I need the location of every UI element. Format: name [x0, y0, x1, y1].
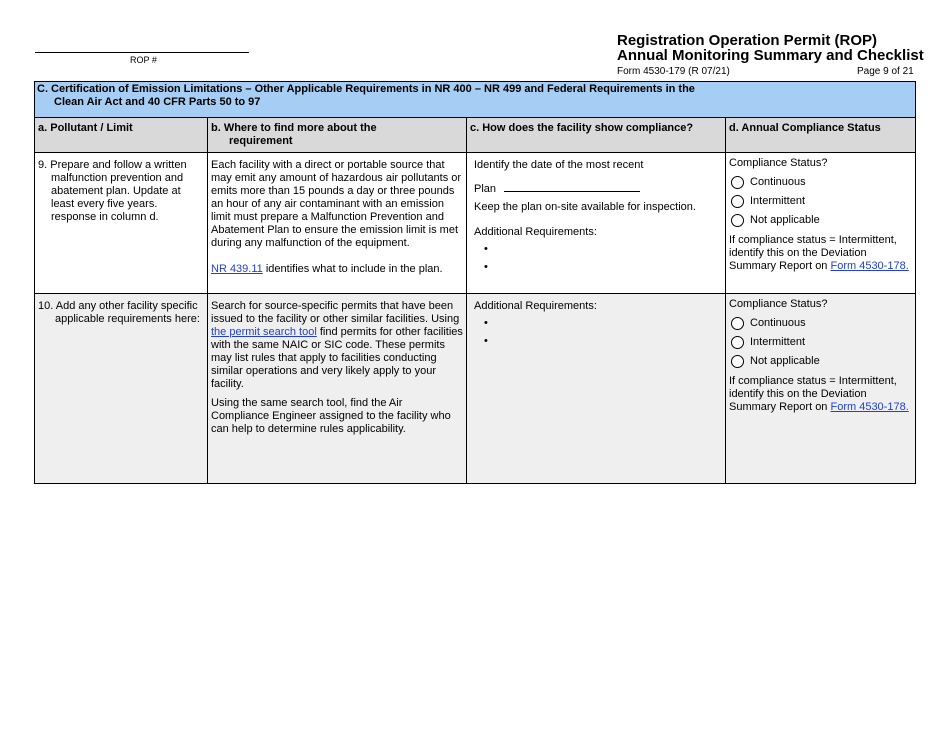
radio-circle-icon[interactable] — [731, 214, 744, 227]
column-header-row — [35, 118, 916, 153]
deviation-note-text: If compliance status = Intermittent, identify this on the Deviation Summary Report on — [729, 234, 897, 272]
section-title — [35, 82, 916, 118]
radio-not-applicable[interactable] — [729, 352, 913, 371]
column-header-pollutant: a. Pollutant / Limit — [35, 118, 208, 153]
radio-label: Continuous — [750, 317, 806, 329]
additional-requirement-bullet[interactable]: • — [484, 243, 488, 255]
radio-intermittent[interactable] — [729, 192, 913, 211]
form-4530-178-link[interactable]: Form 4530-178. — [830, 260, 909, 272]
plan-date-line[interactable] — [504, 184, 640, 192]
form-4530-178-link[interactable]: Form 4530-178. — [830, 401, 909, 413]
radio-continuous[interactable] — [729, 173, 913, 192]
column-header-status: d. Annual Compliance Status — [726, 118, 916, 153]
radio-not-applicable[interactable] — [729, 211, 913, 230]
radio-label: Intermittent — [750, 195, 806, 207]
where-paragraph-2-rest: identifies what to include in the plan. — [262, 263, 443, 275]
radio-circle-icon[interactable] — [731, 195, 744, 208]
deviation-note — [729, 234, 913, 273]
status-cell — [726, 153, 916, 294]
where-paragraph-2 — [211, 263, 463, 276]
rop-number-label: ROP # — [130, 55, 157, 65]
nr-439-11-link[interactable]: NR 439.11 — [211, 263, 263, 275]
compliance-instruction: Identify the date of the most recent — [474, 159, 644, 171]
where-paragraph-2: Using the same search tool, find the Air Compliance Engineer assigned to the facility who can help to determine rules applicability. — [211, 397, 451, 435]
compliance-keep-plan: Keep the plan on-site available for inspection. — [474, 201, 696, 213]
column-header-where — [208, 118, 467, 153]
section-title-line2: Clean Air Act and 40 CFR Parts 50 to 97 — [54, 96, 261, 108]
where-paragraph — [211, 300, 463, 391]
pollutant-text: 10. Add any other facility specific applicable requirements here: — [38, 300, 200, 325]
radio-circle-icon[interactable] — [731, 355, 744, 368]
column-header-where-line1: b. Where to find more about the — [211, 122, 377, 134]
rop-number-line[interactable] — [35, 52, 249, 53]
radio-circle-icon[interactable] — [731, 336, 744, 349]
section-title-line1: C. Certification of Emission Limitations – Other Applicable Requirements in NR 400 – NR 499 and Federal Requirements in the — [37, 83, 695, 95]
permit-search-tool-link[interactable]: the permit search tool — [211, 326, 317, 338]
additional-requirements-label: Additional Requirements: — [474, 226, 597, 238]
additional-requirement-bullet[interactable]: • — [484, 317, 488, 329]
compliance-cell — [467, 153, 726, 294]
pollutant-cell — [35, 294, 208, 484]
page-number: Page 9 of 21 — [857, 66, 914, 77]
column-header-compliance: c. How does the facility show compliance? — [467, 118, 726, 153]
additional-requirement-bullet[interactable]: • — [484, 261, 488, 273]
where-paragraph: Each facility with a direct or portable source that may emit any amount of hazardous air pollutants or emits more than 15 pounds a day or three pounds an hour of any air contaminant with an emission limit must prepare a Malfunction Prevention and Abatement Plan to ensure the emission limit is met during any malfunction of the equipment. — [211, 159, 462, 249]
radio-continuous[interactable] — [729, 314, 913, 333]
table-row — [35, 294, 916, 484]
additional-requirements-label: Additional Requirements: — [474, 300, 597, 312]
radio-label: Not applicable — [750, 355, 820, 367]
status-cell — [726, 294, 916, 484]
where-cell — [208, 153, 467, 294]
deviation-note — [729, 375, 913, 414]
where-cell — [208, 294, 467, 484]
radio-circle-icon[interactable] — [731, 317, 744, 330]
form-number: Form 4530-179 (R 07/21) — [617, 66, 730, 77]
radio-intermittent[interactable] — [729, 333, 913, 352]
radio-label: Continuous — [750, 176, 806, 188]
form-subtitle: Annual Monitoring Summary and Checklist — [617, 47, 924, 64]
pollutant-cell — [35, 153, 208, 294]
compliance-table — [34, 81, 916, 484]
compliance-status-label: Compliance Status? — [729, 157, 828, 169]
section-header-row — [35, 82, 916, 118]
where-paragraph-start: Search for source-specific permits that have been issued to the facility or other similar facilities. Using — [211, 300, 460, 325]
radio-label: Not applicable — [750, 214, 820, 226]
table-row — [35, 153, 916, 294]
plan-date-field[interactable] — [474, 183, 722, 196]
additional-requirement-bullet[interactable]: • — [484, 335, 488, 347]
pollutant-text: 9. Prepare and follow a written malfunction prevention and abatement plan. Update at least every five years. response in column d. — [38, 159, 187, 223]
compliance-cell — [467, 294, 726, 484]
radio-label: Intermittent — [750, 336, 806, 348]
radio-circle-icon[interactable] — [731, 176, 744, 189]
compliance-status-label: Compliance Status? — [729, 298, 828, 310]
deviation-note-text: If compliance status = Intermittent, identify this on the Deviation Summary Report on — [729, 375, 897, 413]
form-title: Registration Operation Permit (ROP) — [617, 32, 878, 49]
where-paragraph-end: find permits for other facilities with the same NAIC or SIC code. These permits may list rules that apply to facilities conducting similar operations and very likely apply to your facility. — [211, 326, 463, 390]
column-header-where-line2: requirement — [229, 135, 293, 147]
plan-label: Plan — [474, 183, 497, 195]
